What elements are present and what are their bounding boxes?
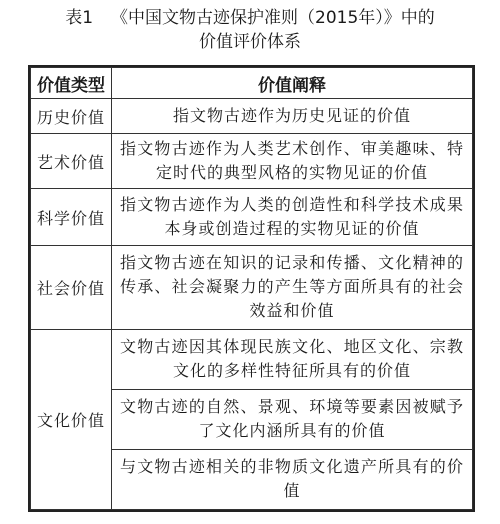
value-evaluation-table: [30, 67, 473, 510]
header-value-type: 价值类型: [31, 68, 112, 99]
row-desc-culture-3: 与文物古迹相关的非物质文化遗产所具有的价值: [112, 449, 473, 509]
row-type-art: 艺术价值: [31, 134, 112, 189]
table-row-art: [31, 134, 473, 189]
row-desc-social: 指文物古迹在知识的记录和传播、文化精神的传承、社会凝聚力的产生等方面所具有的社会效益和价值: [112, 246, 473, 329]
caption-line-2: 价值评价体系: [199, 32, 301, 52]
row-desc-history: 指文物古迹作为历史见证的价值: [112, 99, 473, 134]
table-row-history: [31, 99, 473, 134]
row-type-science: 科学价值: [31, 189, 112, 246]
row-type-history: 历史价值: [31, 99, 112, 134]
table-row-science: [31, 189, 473, 246]
row-desc-art: 指文物古迹作为人类艺术创作、审美趣味、特定时代的典型风格的实物见证的价值: [112, 134, 473, 189]
table-row-culture: [31, 329, 473, 389]
row-desc-culture-2: 文物古迹的自然、景观、环境等要素因被赋予了文化内涵所具有的价值: [112, 389, 473, 449]
header-value-explanation: 价值阐释: [112, 68, 473, 99]
row-type-culture: 文化价值: [31, 329, 112, 509]
header-row: [31, 68, 473, 99]
caption-line-1: [0, 6, 500, 30]
table-caption: [0, 6, 500, 54]
caption-title: 《中国文物古迹保护准则（2015年）》中的: [111, 8, 435, 28]
row-desc-science: 指文物古迹作为人类的创造性和科学技术成果本身或创造过程的实物见证的价值: [112, 189, 473, 246]
table-row-social: [31, 246, 473, 329]
caption-label: 表1: [65, 8, 94, 28]
row-type-social: 社会价值: [31, 246, 112, 329]
row-desc-culture-1: 文物古迹因其体现民族文化、地区文化、宗教文化的多样性特征所具有的价值: [112, 329, 473, 389]
